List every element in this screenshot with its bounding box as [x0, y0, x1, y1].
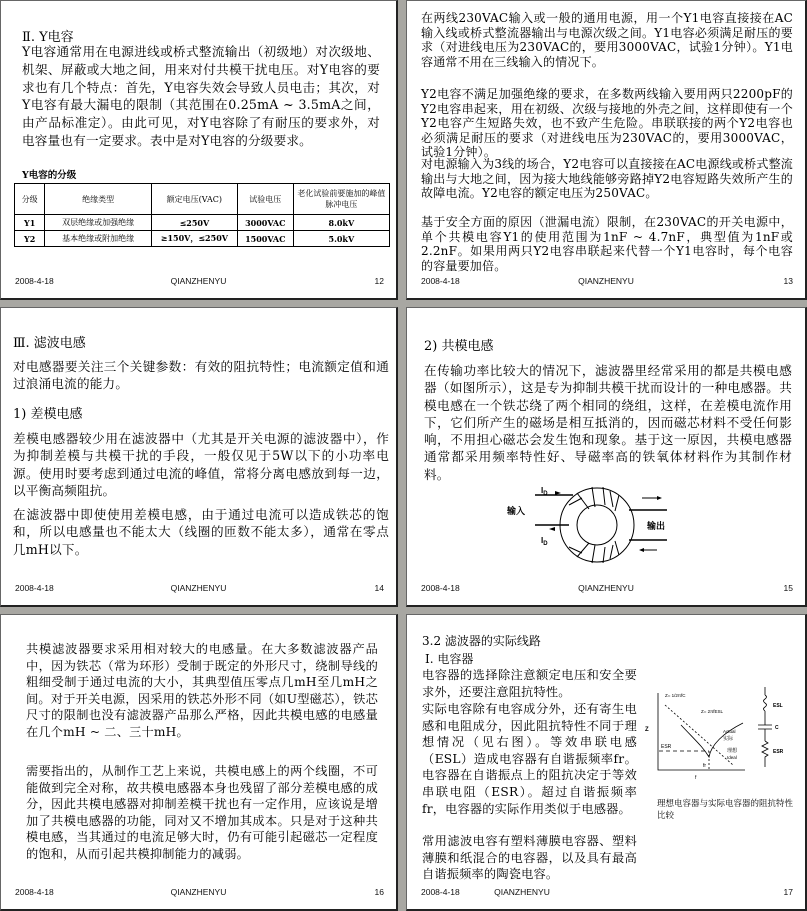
slide-footer — [1, 583, 396, 595]
output-label: 输出 — [647, 522, 666, 532]
slide-body: Y电容通常用在电源进线或桥式整流输出（初级地）对次级地、机架、屏蔽或大地之间，用来对付共模干扰电压。对Y电容的要求也有几个特点：首先，Y电容失效会导致人员电击；其次，对Y电容有最大漏电的限制（其范围在0.25mA ~ 3.5mA之间，由产品标准定）。由此可见，对Y电容除了有耐压的要求外，对电容量也有一定要求。表中是对Y电容的分级要求。 — [22, 44, 380, 148]
slide-16 — [0, 614, 398, 911]
current-label-bottom — [541, 536, 548, 547]
table-cell: ≥150V，≤250V — [151, 231, 237, 247]
paragraph: 在两线230VAC输入或一般的通用电源，用一个Y1电容直接接在AC输入线或桥式整流器输出与电源次级之间。Y1电容必须满足耐压的要求（对进线电压为230VAC的，要用3000VAC，试验1分钟）。Y1电容通常不用在三线输入的情况下。 — [421, 11, 793, 69]
common-mode-choke-diagram — [507, 485, 687, 567]
z-axis-label: Z — [645, 727, 649, 733]
ideal-label-cn: 理想 — [727, 748, 738, 754]
paragraph: 在滤波器中即使使用差模电感，由于通过电流可以造成铁芯的饱和，所以电感量也不能太大（线圈的匝数不能太多），通常在零点几mH以下。 — [13, 507, 389, 557]
slide-footer — [1, 887, 396, 899]
paragraph: 电容器的选择除注意额定电压和安全要求外，还要注意阻抗特性。 — [422, 668, 637, 699]
footer-date: 2008-4-18 — [15, 276, 54, 286]
slide-17 — [406, 614, 807, 911]
paragraph: 常用滤波电容有塑料薄膜电容器、塑料薄膜和纸混合的电容器，以及具有最高自谐振频率的陶瓷电容。 — [422, 834, 637, 882]
paragraph: 差模电感器较少用在滤波器中（尤其是开关电源的滤波器中），作为抑制差模与共模干扰的手段，一般仅见于5W以下的小功率电源。使用时要考虑到通过电流的峰值，常将分离电感放到每一边，以平衡高频阻抗。 — [13, 431, 389, 498]
slide-number: 12 — [374, 276, 384, 286]
footer-author: QIANZHENYU — [578, 276, 634, 286]
section-subtitle: 2) 共模电感 — [424, 339, 494, 354]
table-cell: 8.0kV — [293, 215, 389, 231]
footer-date: 2008-4-18 — [15, 583, 54, 593]
ideal-label-en: Ideal — [727, 755, 737, 760]
slide-footer — [407, 583, 805, 595]
impedance-diagram — [645, 685, 805, 785]
table-header: 绝缘类型 — [45, 184, 151, 215]
inductive-impedance-formula: Z= 2πfESL — [701, 709, 723, 714]
paragraph: 基于安全方面的原因（泄漏电流）限制，在230VAC的开关电源中，单个共模电容Y1的使用范围为1nF ~ 4.7nF，典型值为1nF或2.2nF。如果用两只Y2电容串联起来代替一个Y1电容时，每个电容的容量要加倍。 — [421, 215, 793, 273]
table-header: 额定电压(VAC) — [151, 184, 237, 215]
slide-number: 14 — [374, 583, 384, 593]
actual-label-cn: 实际 — [723, 736, 734, 742]
slide-footer — [1, 276, 396, 288]
c-component-label: C — [775, 725, 779, 731]
current-symbol: I — [541, 536, 544, 545]
y-capacitor-table — [14, 183, 390, 247]
current-subscript: D — [543, 491, 548, 497]
paragraph: 实际电容除有电容成分外，还有寄生电感和电阻成分，因此阻抗特性不同于理想情况（见右图）。等效串联电感（ESL）造成电容器有自谐振频率fr。电容器在自谐振点上的阻抗决定于等效串联电阻（ESR）。超过自谐振频率fr，电容器的实际作用类似于电感器。 — [422, 702, 637, 816]
table-cell: 双层绝缘或加强绝缘 — [45, 215, 151, 231]
footer-author: QIANZHENYU — [578, 583, 634, 593]
slide-title: Ⅱ. Y电容 — [22, 30, 74, 45]
slide-13 — [406, 0, 807, 300]
table-cell: ≤250V — [151, 215, 237, 231]
table-cell: Y2 — [15, 231, 45, 247]
table-cell: 基本绝缘或附加绝缘 — [45, 231, 151, 247]
section-subtitle: Ⅰ. 电容器 — [425, 652, 474, 666]
slide-15 — [406, 307, 807, 607]
table-header-row — [15, 184, 390, 215]
table-caption: Y电容的分级 — [22, 170, 77, 181]
esl-component-label: ESL — [773, 703, 783, 709]
paragraph: 在传输功率比较大的情况下，滤波器里经常采用的都是共模电感器（如图所示），这是专为抑制共模干扰而设计的一种电感器。共模电感在一个铁芯绕了两个相同的绕组，这样，在差模电流作用下，它们所产生的磁场是相互抵消的，因而磁芯材料不受任何影响，不用担心磁芯会发生饱和现象。基于这一原因，共模电感器通常都采用频率特性好、导磁率高的铁氧体材料作为其制作材料。 — [424, 363, 792, 482]
paragraph: 共模滤波器要求采用相对较大的电感量。在大多数滤波器产品中，因为铁芯（常为环形）受制于既定的外形尺寸，绕制导线的粗细受制于通过电流的大小，其典型值压零点几mH至几mH之间。对于开关电源，因采用的铁芯外形不同（如U型磁芯），铁芯尺寸的限制也没有滤波器产品那么严格，因此共模电感的电感量在几个mH ~ 二、三十mH。 — [26, 642, 378, 739]
slide-number: 15 — [783, 583, 793, 593]
slide-number: 13 — [783, 276, 793, 286]
slide-14 — [0, 307, 398, 607]
paragraph: Y2电容不满足加强绝缘的要求，在多数两线输入要用两只2200pF的Y2电容串起来，用在初级、次级与接地的外壳之间，这样即使有一个Y2电容产生短路失效，也不致产生危险。串联联接的两个Y2电容也必须满足耐压的要求（对进线电压为230VAC的，要用3000VAC，试验1分钟）。 — [421, 87, 793, 159]
input-label: 输入 — [507, 507, 526, 517]
current-symbol: I — [541, 486, 544, 495]
intro-paragraph: 对电感器要关注三个关键参数：有效的阻抗特性；电流额定值和通过浪涌电流的能力。 — [13, 359, 389, 392]
table-cell: 5.0kV — [293, 231, 389, 247]
f-axis-label: f — [695, 775, 697, 781]
table-cell: Y1 — [15, 215, 45, 231]
slide-footer — [407, 887, 805, 899]
slide-12 — [0, 0, 398, 300]
footer-author: QIANZHENYU — [494, 887, 550, 897]
footer-date: 2008-4-18 — [421, 887, 460, 897]
footer-author: QIANZHENYU — [170, 276, 227, 286]
footer-date: 2008-4-18 — [421, 583, 460, 593]
footer-author: QIANZHENYU — [170, 583, 227, 593]
footer-date: 2008-4-18 — [15, 887, 54, 897]
capacitive-impedance-formula: Z= 1/2πfC — [665, 693, 686, 698]
table-cell: 3000VAC — [237, 215, 293, 231]
footer-author: QIANZHENYU — [170, 887, 227, 897]
slide-title: 3.2 滤波器的实际线路 — [422, 634, 541, 648]
table-row — [15, 231, 390, 247]
slide-footer — [407, 276, 805, 288]
table-row — [15, 215, 390, 231]
actual-label-en: Actual — [723, 729, 736, 734]
figure-caption: 理想电容器与实际电容器的阻抗特性比较 — [657, 799, 794, 821]
section-subtitle: 1) 差模电感 — [13, 407, 83, 422]
fr-label: fr — [703, 763, 707, 769]
esr-component-label: ESR — [773, 749, 784, 755]
table-header: 分级 — [15, 184, 45, 215]
slide-number: 16 — [374, 887, 384, 897]
paragraph: 需要指出的，从制作工艺上来说，共模电感上的两个线圈，不可能做到完全对称，故共模电感器本身也残留了部分差模电感的成分，因此共模电感器对抑制差模干扰也有一定作用，应该说是增加了共模电感器的功能，同对又不增加其成本。只是对于这种共模电感，当其通过的电流足够大时，仍有可能引起磁芯一定程度的饱和，从而引起共模抑制能力的减弱。 — [26, 764, 378, 861]
slide-number: 17 — [783, 887, 793, 897]
slide-title: Ⅲ. 滤波电感 — [13, 336, 86, 351]
current-subscript: D — [543, 541, 548, 547]
footer-date: 2008-4-18 — [421, 276, 460, 286]
table-header: 试验电压 — [237, 184, 293, 215]
esr-curve-label: ESR — [661, 744, 672, 750]
table-cell: 1500VAC — [237, 231, 293, 247]
table-header: 老化试验前要施加的峰值脉冲电压 — [293, 184, 389, 215]
paragraph: 对电源输入为3线的场合，Y2电容可以直接接在AC电源线或桥式整流输出与大地之间，因为接大地线能够旁路掉Y2电容短路失效所产生的故障电流。Y2电容的额定电压为250VAC。 — [421, 157, 793, 200]
